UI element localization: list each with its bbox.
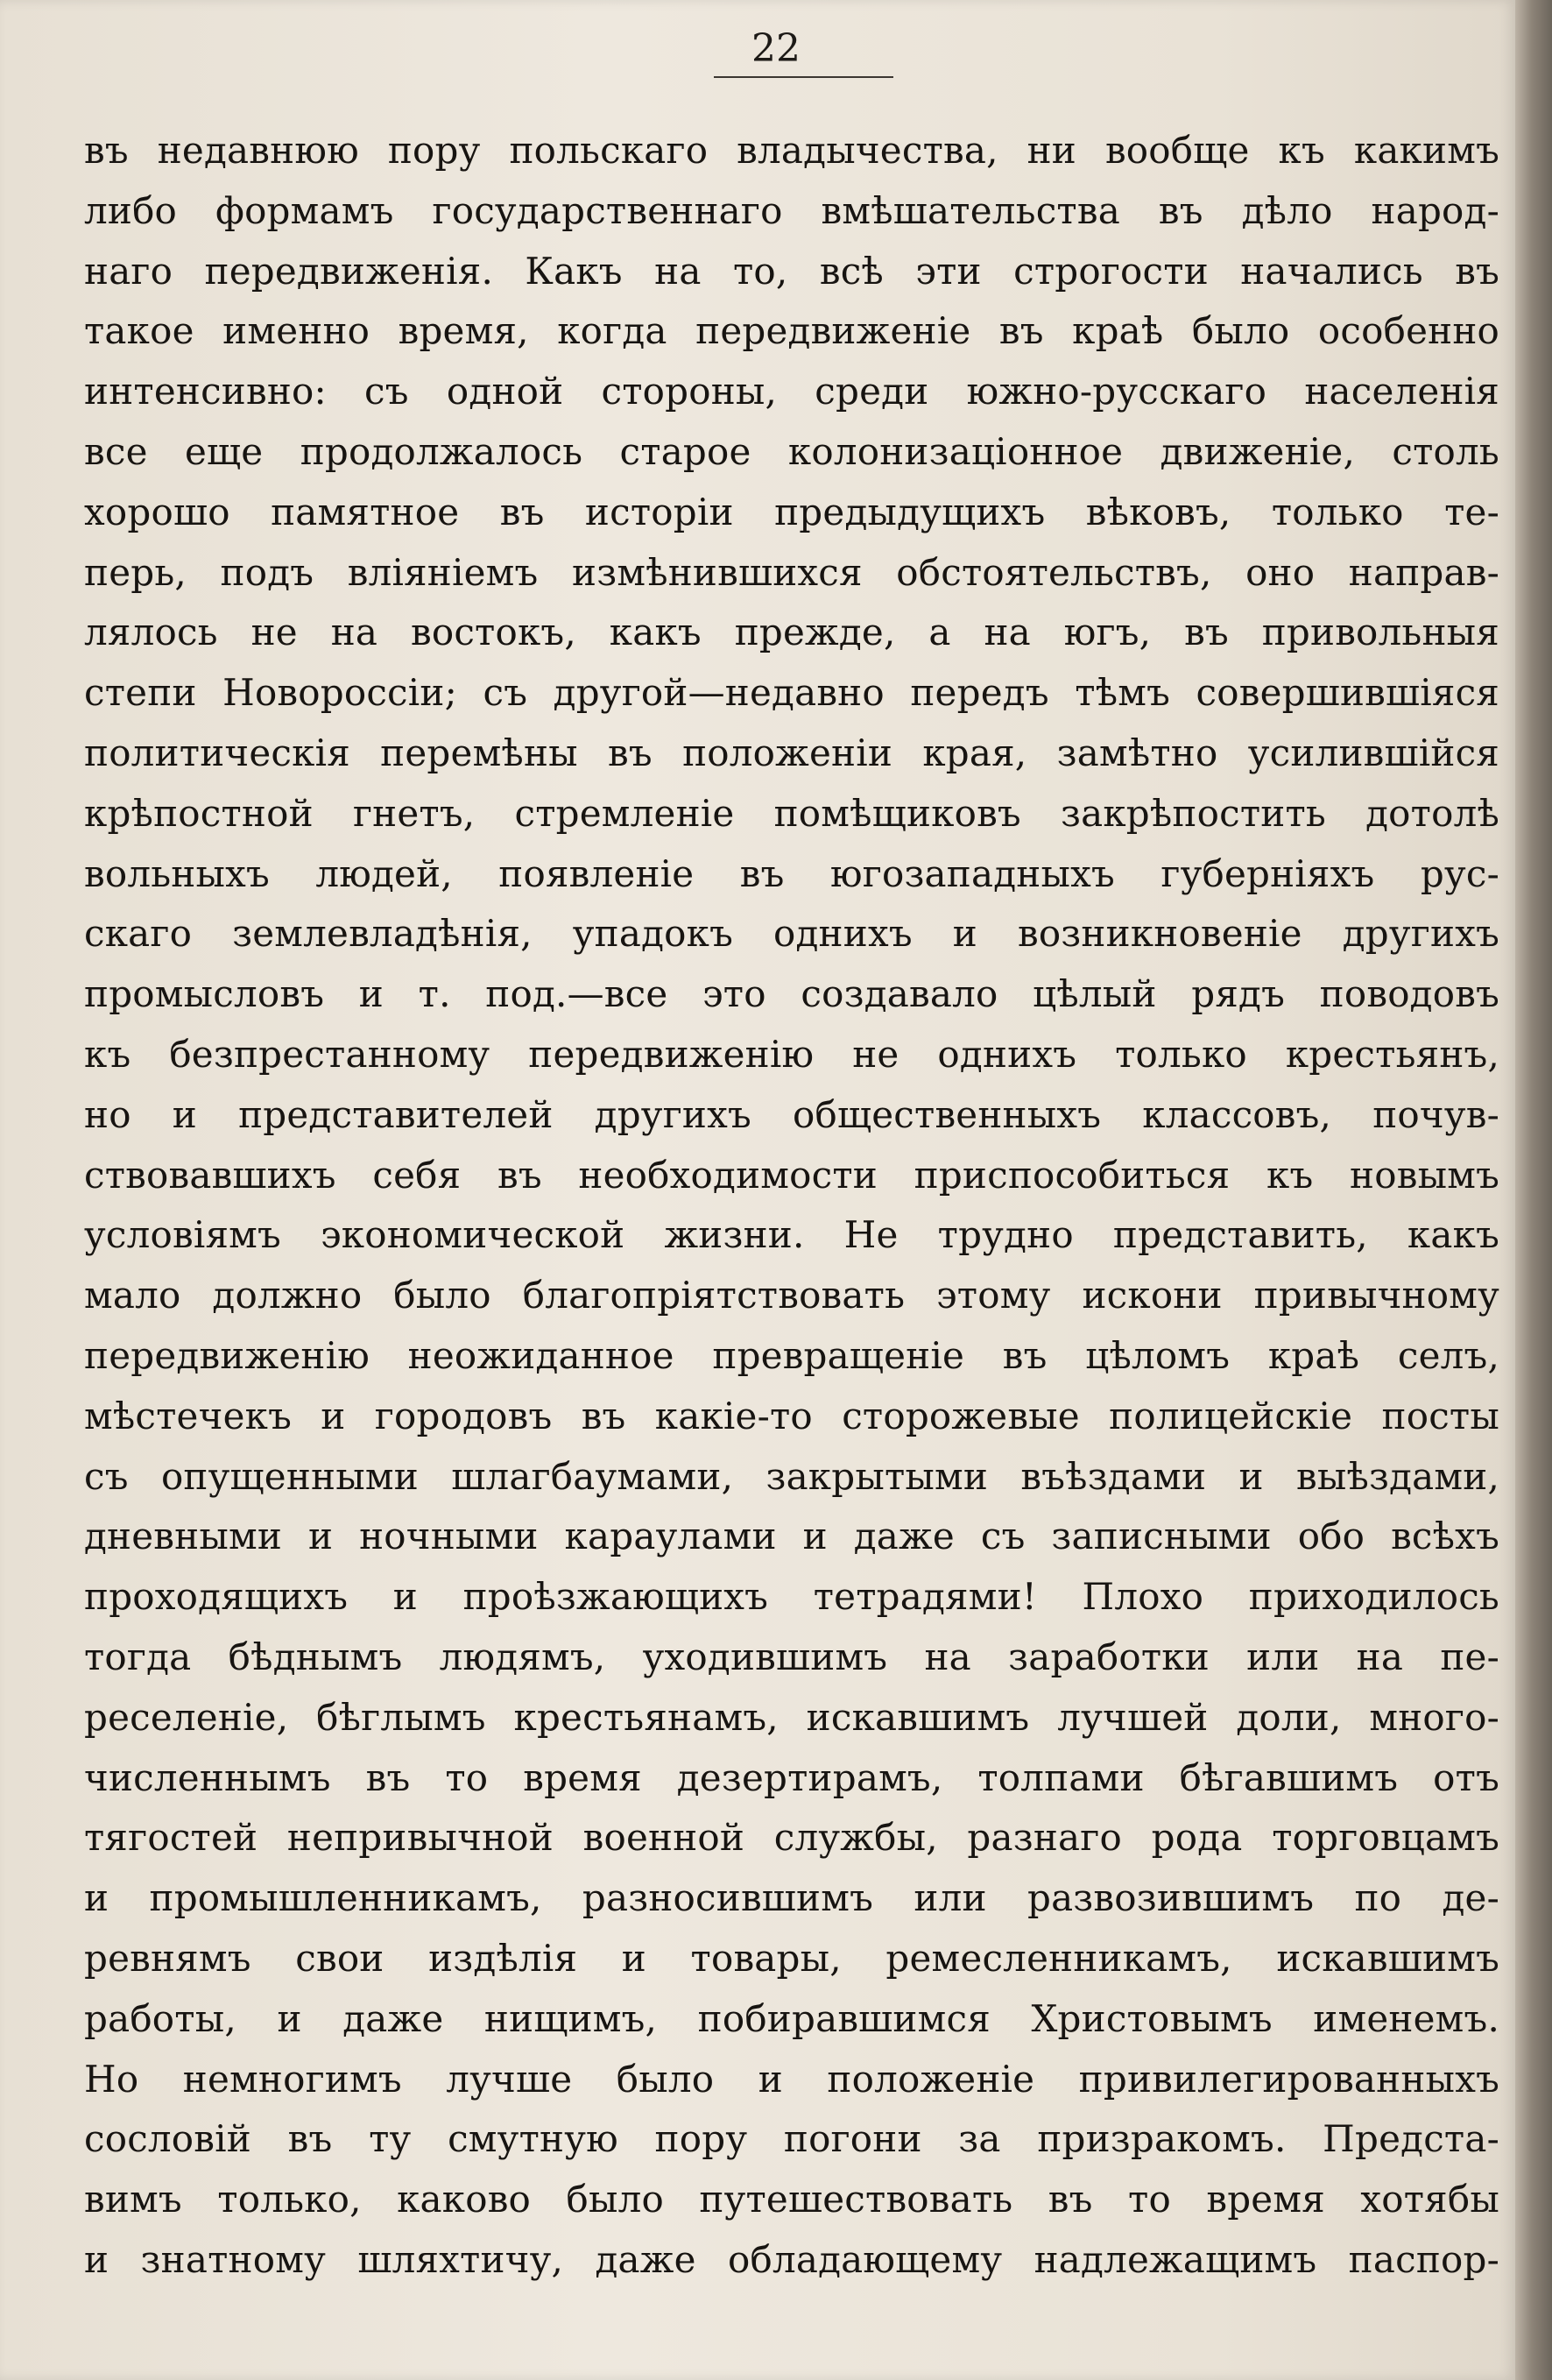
text-line: дневными и ночными караулами и даже съ записными обо всѣхъ — [84, 1515, 1499, 1558]
text-line: и знатному шляхтичу, даже обладающему надлежащимъ паспор- — [84, 2237, 1499, 2281]
text-line: передвиженію неожиданное превращеніе въ цѣломъ краѣ селъ, — [84, 1333, 1499, 1377]
text-line: мало должно было благопріятствовать этому искони привычному — [84, 1274, 1499, 1317]
text-line: проходящихъ и проѣзжающихъ тетрадями! Плохо приходилось — [84, 1575, 1499, 1619]
text-line: съ опущенными шлагбаумами, закрытыми въѣздами и выѣздами, — [84, 1454, 1499, 1498]
text-line: мѣстечекъ и городовъ въ какіе-то сторожевые полицейскіе посты — [84, 1394, 1499, 1437]
text-line: ревнямъ свои издѣлія и товары, ремесленникамъ, искавшимъ — [84, 1936, 1499, 1980]
text-line: но и представителей другихъ общественныхъ классовъ, почув- — [84, 1092, 1499, 1136]
text-line: работы, и даже нищимъ, побиравшимся Христовымъ именемъ. — [84, 1996, 1499, 2040]
text-line: ствовавшихъ себя въ необходимости приспособиться къ новымъ — [84, 1153, 1499, 1197]
text-line: либо формамъ государственнаго вмѣшательства въ дѣло народ- — [84, 188, 1499, 232]
text-line: численнымъ въ то время дезертирамъ, толпами бѣгавшимъ отъ — [84, 1755, 1499, 1799]
text-line: перь, подъ вліяніемъ измѣнившихся обстоятельствъ, оно направ- — [84, 550, 1499, 594]
text-line: въ недавнюю пору польскаго владычества, ни вообще къ какимъ — [84, 129, 1499, 172]
text-line: интенсивно: съ одной стороны, среди южно-русскаго населенія — [84, 370, 1499, 413]
text-line: тягостей непривычной военной службы, разнаго рода торговцамъ — [84, 1816, 1499, 1860]
text-line: наго передвиженія. Какъ на то, всѣ эти строгости начались въ — [84, 249, 1499, 293]
text-line: крѣпостной гнетъ, стремленіе помѣщиковъ закрѣпостить дотолѣ — [84, 791, 1499, 835]
text-line: условіямъ экономической жизни. Не трудно представить, какъ — [84, 1213, 1499, 1257]
text-line: степи Новороссіи; съ другой—недавно передъ тѣмъ совершившіяся — [84, 671, 1499, 715]
header-rule — [714, 76, 893, 78]
text-line: скаго землевладѣнія, упадокъ однихъ и возникновеніе другихъ — [84, 912, 1499, 956]
text-line: вольныхъ людей, появленіе въ югозападныхъ губерніяхъ рус- — [84, 851, 1499, 895]
text-line: реселеніе, бѣглымъ крестьянамъ, искавшимъ лучшей доли, много- — [84, 1695, 1499, 1739]
text-line: и промышленникамъ, разносившимъ или развозившимъ по де- — [84, 1876, 1499, 1920]
text-line: все еще продолжалось старое колонизаціонное движеніе, столь — [84, 429, 1499, 473]
text-line: лялось не на востокъ, какъ прежде, а на югъ, въ привольныя — [84, 611, 1499, 654]
binding-shadow — [1515, 0, 1552, 2380]
text-line: вимъ только, каково было путешествовать въ то время хотябы — [84, 2178, 1499, 2221]
text-line: сословій въ ту смутную пору погони за призракомъ. Предста- — [84, 2117, 1499, 2161]
text-line: промысловъ и т. под.—все это создавало цѣлый рядъ поводовъ — [84, 972, 1499, 1016]
text-line: такое именно время, когда передвиженіе въ краѣ было особенно — [84, 309, 1499, 353]
text-line: Но немногимъ лучше было и положеніе привилегированныхъ — [84, 2057, 1499, 2101]
text-line: хорошо памятное въ исторіи предыдущихъ вѣковъ, только те- — [84, 490, 1499, 533]
page-number: 22 — [751, 26, 801, 71]
text-line: политическія перемѣны въ положеніи края, замѣтно усилившійся — [84, 731, 1499, 774]
text-line: къ безпрестанному передвиженію не однихъ только крестьянъ, — [84, 1032, 1499, 1076]
body-text — [84, 121, 1499, 2291]
text-line: тогда бѣднымъ людямъ, уходившимъ на заработки или на пе- — [84, 1635, 1499, 1678]
